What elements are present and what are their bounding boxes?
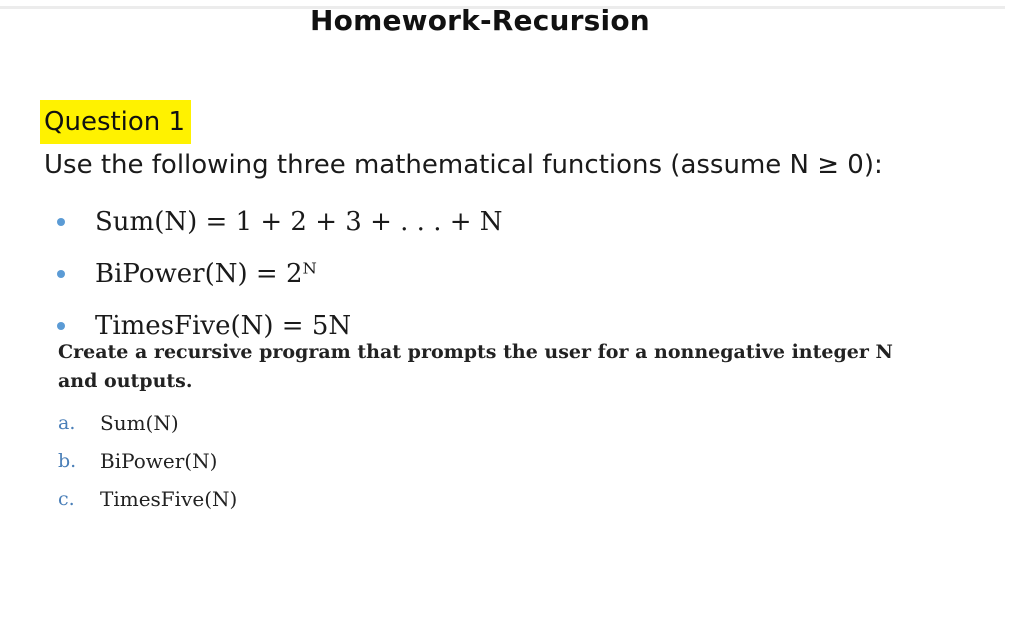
part-text: TimesFive(N) [100, 487, 238, 511]
parts-list [58, 404, 237, 518]
function-formula-timesfive: TimesFive(N) = 5N [95, 311, 352, 341]
list-item [58, 404, 237, 442]
task-prompt: Create a recursive program that prompts the user for a nonnegative integer N and outputs. [58, 341, 893, 392]
part-letter: b. [58, 450, 77, 472]
page-title: Homework-Recursion [310, 4, 650, 37]
list-item [58, 442, 237, 480]
bullet-icon [57, 218, 65, 226]
question-intro: Use the following three mathematical functions (assume N ≥ 0): [44, 150, 883, 180]
part-letter: a. [58, 412, 76, 434]
list-item [58, 480, 237, 518]
part-text: BiPower(N) [100, 449, 218, 473]
part-text: Sum(N) [100, 411, 179, 435]
bullet-icon [57, 270, 65, 278]
bullet-icon [57, 322, 65, 330]
function-formula-bipower: BiPower(N) = 2ᴺ [95, 259, 317, 289]
function-list [52, 196, 503, 352]
list-item [52, 248, 503, 300]
part-letter: c. [58, 488, 75, 510]
list-item [52, 196, 503, 248]
function-formula-sum: Sum(N) = 1 + 2 + 3 + . . . + N [95, 207, 503, 237]
question-heading: Question 1 [40, 100, 191, 144]
